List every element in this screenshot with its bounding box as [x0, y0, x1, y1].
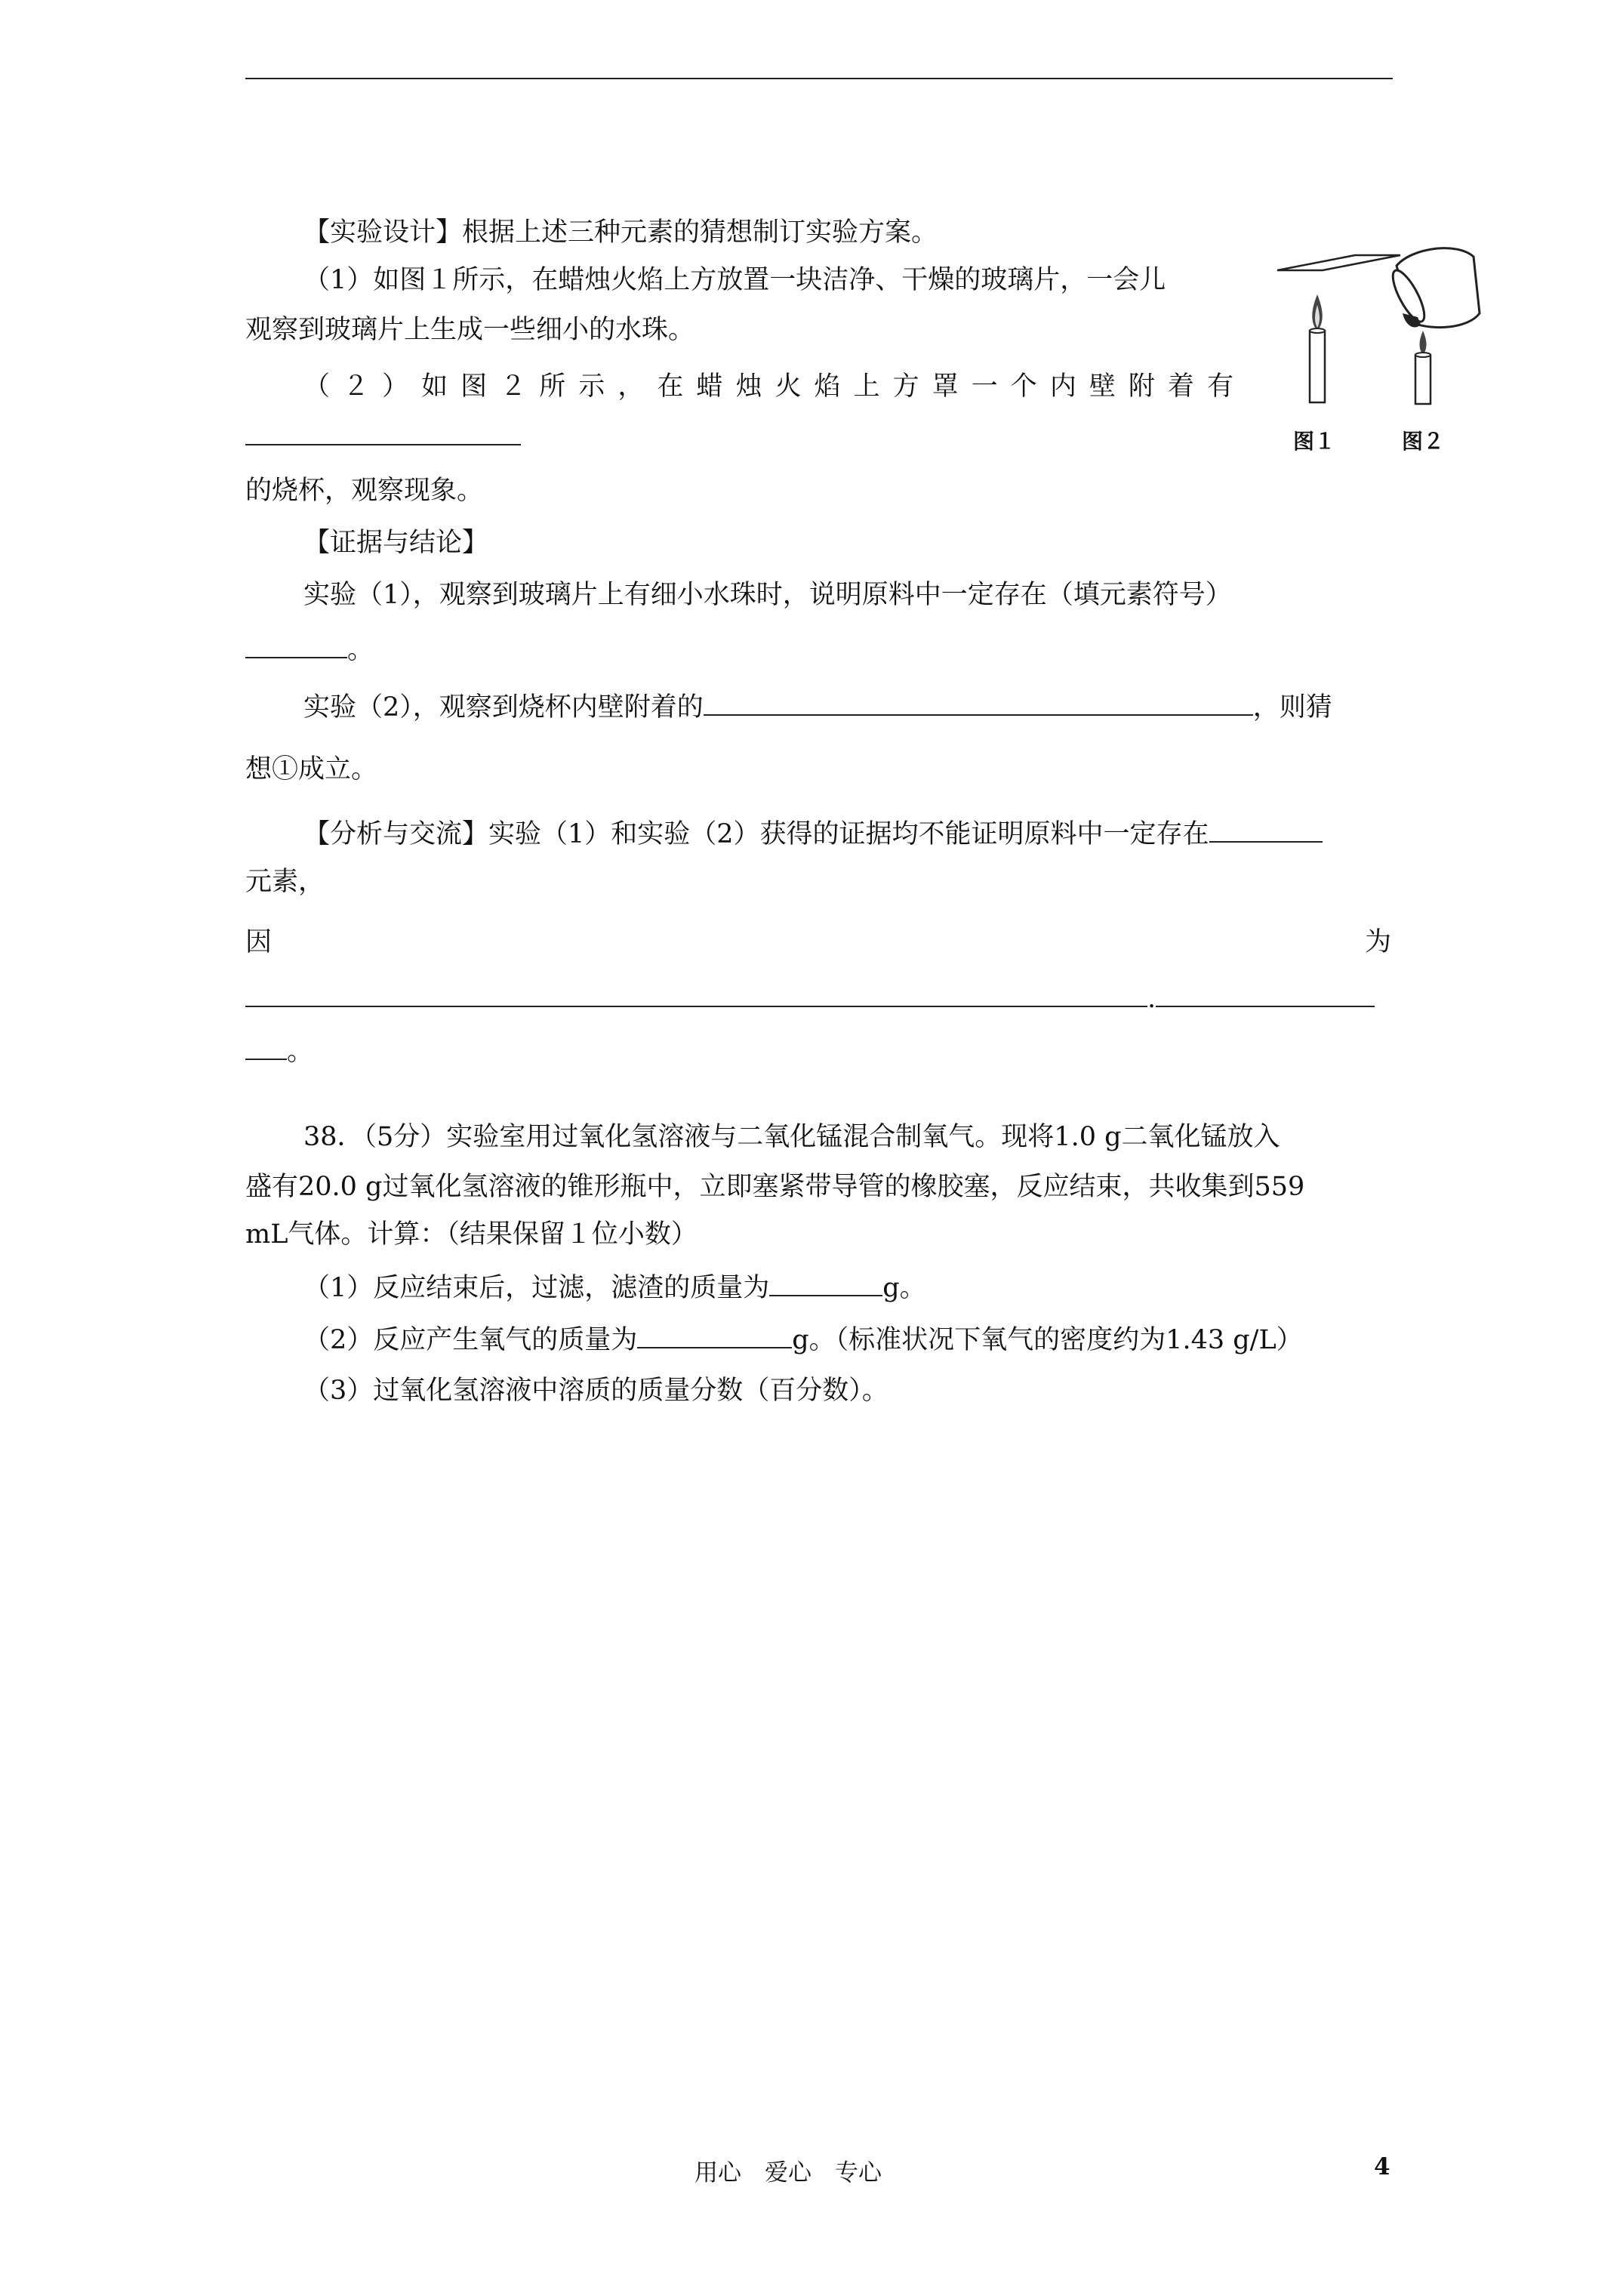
design-text: 根据上述三种元素的猜想制订实验方案。 [462, 217, 938, 248]
analysis-paragraph [303, 817, 1323, 851]
step2-line1: （２）如图２所示，在蜡烛火焰上方罩一个内壁附着有 [303, 371, 1233, 402]
exp1-line1: 实验（1），观察到玻璃片上有细小水珠时，说明原料中一定存在（填元素符号） [303, 580, 1232, 610]
answer-blank-reason-2[interactable] [1156, 982, 1375, 1007]
analysis-reason-blank-line: . [245, 982, 1375, 1015]
answer-blank-analysis-element[interactable] [1209, 817, 1323, 843]
page-number: 4 [1374, 2153, 1390, 2180]
answer-blank-oxygen-mass[interactable] [637, 1323, 792, 1348]
exp2-line1: 实验（2），观察到烧杯内壁附着的 ，则猜 [303, 690, 1332, 724]
q38-part1: （1）反应结束后，过滤，滤渣的质量为 g。 [303, 1271, 926, 1305]
step1-line1: （1）如图１所示，在蜡烛火焰上方放置一块洁净、干燥的玻璃片，一会儿 [303, 265, 1166, 295]
analysis-heading: 【分析与交流】 [303, 819, 489, 849]
answer-blank-element-symbol[interactable] [245, 633, 347, 658]
q38-line1: 38．（5分）实验室用过氧化氢溶液与二氧化锰混合制氧气。现将1.0 g二氧化锰放入 [303, 1122, 1280, 1152]
answer-blank-exp2[interactable] [704, 690, 1253, 716]
step1-line2: 观察到玻璃片上生成一些细小的水珠。 [245, 315, 695, 345]
candle1-drawing [1310, 294, 1325, 402]
answer-blank-reason-1[interactable] [245, 982, 1147, 1007]
answer-blank-residue-mass[interactable] [769, 1271, 882, 1296]
exp2-line2: 想①成立。 [245, 754, 378, 784]
answer-blank-reason-3[interactable] [245, 1034, 287, 1060]
analysis-line4: 。 [245, 1034, 313, 1068]
step2-blank-line [245, 420, 521, 454]
q38-line3: mL气体。计算：（结果保留１位小数） [245, 1219, 698, 1250]
footer-motto: 用心 爱心 专心 [694, 2159, 882, 2187]
figure2-label: 图２ [1402, 429, 1445, 454]
beaker-drawing [1387, 248, 1480, 328]
because-char-1: 因 [245, 927, 273, 957]
design-paragraph [303, 216, 938, 249]
exp1-line2: 。 [245, 633, 374, 667]
q38-part2: （2）反应产生氧气的质量为 g。（标准状况下氧气的密度约为1.43 g/L） [303, 1323, 1303, 1357]
answer-blank-step2[interactable] [245, 420, 521, 445]
analysis-text: 实验（1）和实验（2）获得的证据均不能证明原料中一定存在 [488, 819, 1209, 849]
q38-part3: （3）过氧化氢溶液中溶质的质量分数（百分数）。 [303, 1376, 888, 1406]
because-char-2: 为 [1365, 927, 1392, 957]
header-rule [245, 78, 1393, 79]
candle-figures [1246, 242, 1495, 419]
evidence-heading: 【证据与结论】 [303, 528, 489, 558]
figure1-label: 图１ [1293, 429, 1336, 454]
step2-line2: 的烧杯，观察现象。 [245, 476, 484, 506]
q38-line2: 盛有20.0 g过氧化氢溶液的锥形瓶中，立即塞紧带导管的橡胶塞，反应结束，共收集到559 [245, 1172, 1305, 1202]
design-heading: 【实验设计】 [303, 217, 463, 248]
glass-plate-drawing [1277, 255, 1400, 270]
analysis-line2: 元素， [245, 867, 325, 897]
candle2-drawing [1415, 331, 1431, 404]
